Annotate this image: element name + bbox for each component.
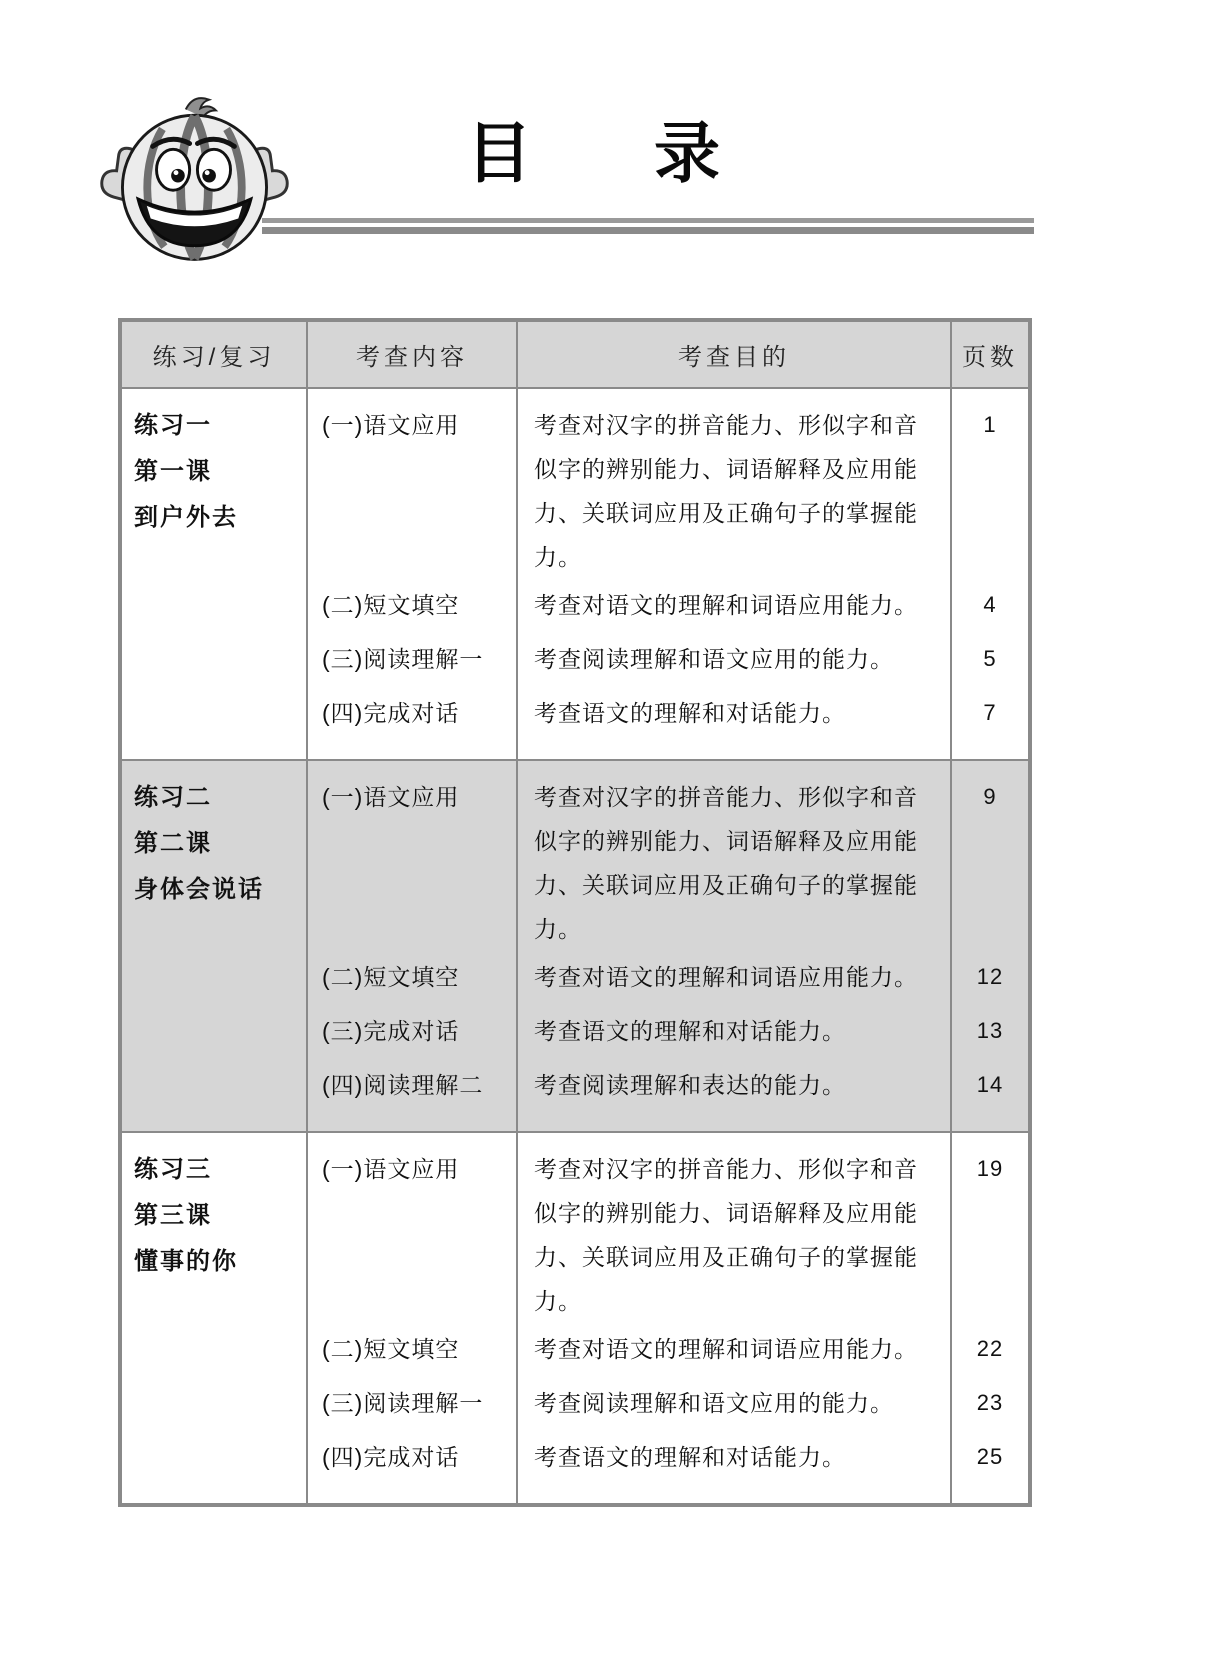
page-number: 4 <box>983 592 997 617</box>
exercise-cell <box>122 1133 306 1503</box>
exercise-cell <box>122 389 306 759</box>
page-number: 19 <box>976 1156 1004 1181</box>
page-number: 25 <box>976 1444 1004 1469</box>
exercise-cell <box>122 761 306 1131</box>
content-item: (二)短文填空 <box>322 592 460 618</box>
toc-row-group-3 <box>122 1131 1028 1503</box>
page-number: 9 <box>983 784 997 809</box>
content-item: (一)语文应用 <box>322 412 460 438</box>
title-divider-rule <box>262 218 1034 234</box>
purpose-item: 考查对语文的理解和词语应用能力。 <box>534 964 918 990</box>
header-purpose: 考查目的 <box>516 322 950 387</box>
header-pages: 页数 <box>950 322 1028 387</box>
purpose-item: 考查对语文的理解和词语应用能力。 <box>534 1336 918 1362</box>
content-item: (四)完成对话 <box>322 1444 460 1470</box>
page-number: 14 <box>976 1072 1004 1097</box>
content-item: (三)阅读理解一 <box>322 646 484 672</box>
page-number: 12 <box>976 964 1004 989</box>
exercise-line: 第二课 <box>134 830 212 857</box>
exercise-line: 练习三 <box>134 1156 212 1183</box>
purpose-item: 考查语文的理解和对话能力。 <box>534 700 846 726</box>
content-item: (一)语文应用 <box>322 1156 460 1182</box>
purpose-item: 考查对汉字的拼音能力、形似字和音似字的辨别能力、词语解释及应用能力、关联词应用及正确句子的掌握能力。 <box>534 1156 918 1314</box>
exercise-line: 到户外去 <box>134 504 238 531</box>
purpose-item: 考查对汉字的拼音能力、形似字和音似字的辨别能力、词语解释及应用能力、关联词应用及正确句子的掌握能力。 <box>534 412 918 570</box>
content-item: (四)阅读理解二 <box>322 1072 484 1098</box>
page-number: 7 <box>983 700 997 725</box>
purpose-column <box>516 761 950 1131</box>
header-content: 考查内容 <box>306 322 516 387</box>
toc-header-row <box>122 322 1028 389</box>
purpose-item: 考查对语文的理解和词语应用能力。 <box>534 592 918 618</box>
exercise-line: 练习一 <box>134 412 212 439</box>
page-number: 5 <box>983 646 997 671</box>
content-column <box>306 1133 516 1503</box>
content-item: (四)完成对话 <box>322 700 460 726</box>
page-column <box>950 761 1028 1131</box>
page-column <box>950 389 1028 759</box>
content-item: (三)完成对话 <box>322 1018 460 1044</box>
purpose-column <box>516 1133 950 1503</box>
content-item: (一)语文应用 <box>322 784 460 810</box>
content-column <box>306 761 516 1131</box>
purpose-item: 考查语文的理解和对话能力。 <box>534 1444 846 1470</box>
purpose-item: 考查语文的理解和对话能力。 <box>534 1018 846 1044</box>
content-column <box>306 389 516 759</box>
purpose-column <box>516 389 950 759</box>
page-number: 23 <box>976 1390 1004 1415</box>
toc-row-group-2 <box>122 759 1028 1131</box>
purpose-item: 考查对汉字的拼音能力、形似字和音似字的辨别能力、词语解释及应用能力、关联词应用及正确句子的掌握能力。 <box>534 784 918 942</box>
exercise-line: 第一课 <box>134 458 212 485</box>
page-number: 22 <box>976 1336 1004 1361</box>
content-item: (三)阅读理解一 <box>322 1390 484 1416</box>
page-number: 1 <box>983 412 997 437</box>
page-column <box>950 1133 1028 1503</box>
toc-row-group-1 <box>122 389 1028 759</box>
page-title: 目 录 <box>466 116 748 190</box>
toc-table <box>118 318 1032 1507</box>
page-number: 13 <box>976 1018 1004 1043</box>
purpose-item: 考查阅读理解和语文应用的能力。 <box>534 646 894 672</box>
content-item: (二)短文填空 <box>322 964 460 990</box>
exercise-line: 练习二 <box>134 784 212 811</box>
header-exercise: 练习/复习 <box>152 344 276 371</box>
purpose-item: 考查阅读理解和表达的能力。 <box>534 1072 846 1098</box>
exercise-line: 第三课 <box>134 1202 212 1229</box>
content-item: (二)短文填空 <box>322 1336 460 1362</box>
exercise-line: 懂事的你 <box>134 1248 238 1275</box>
purpose-item: 考查阅读理解和语文应用的能力。 <box>534 1390 894 1416</box>
exercise-line: 身体会说话 <box>134 876 264 903</box>
